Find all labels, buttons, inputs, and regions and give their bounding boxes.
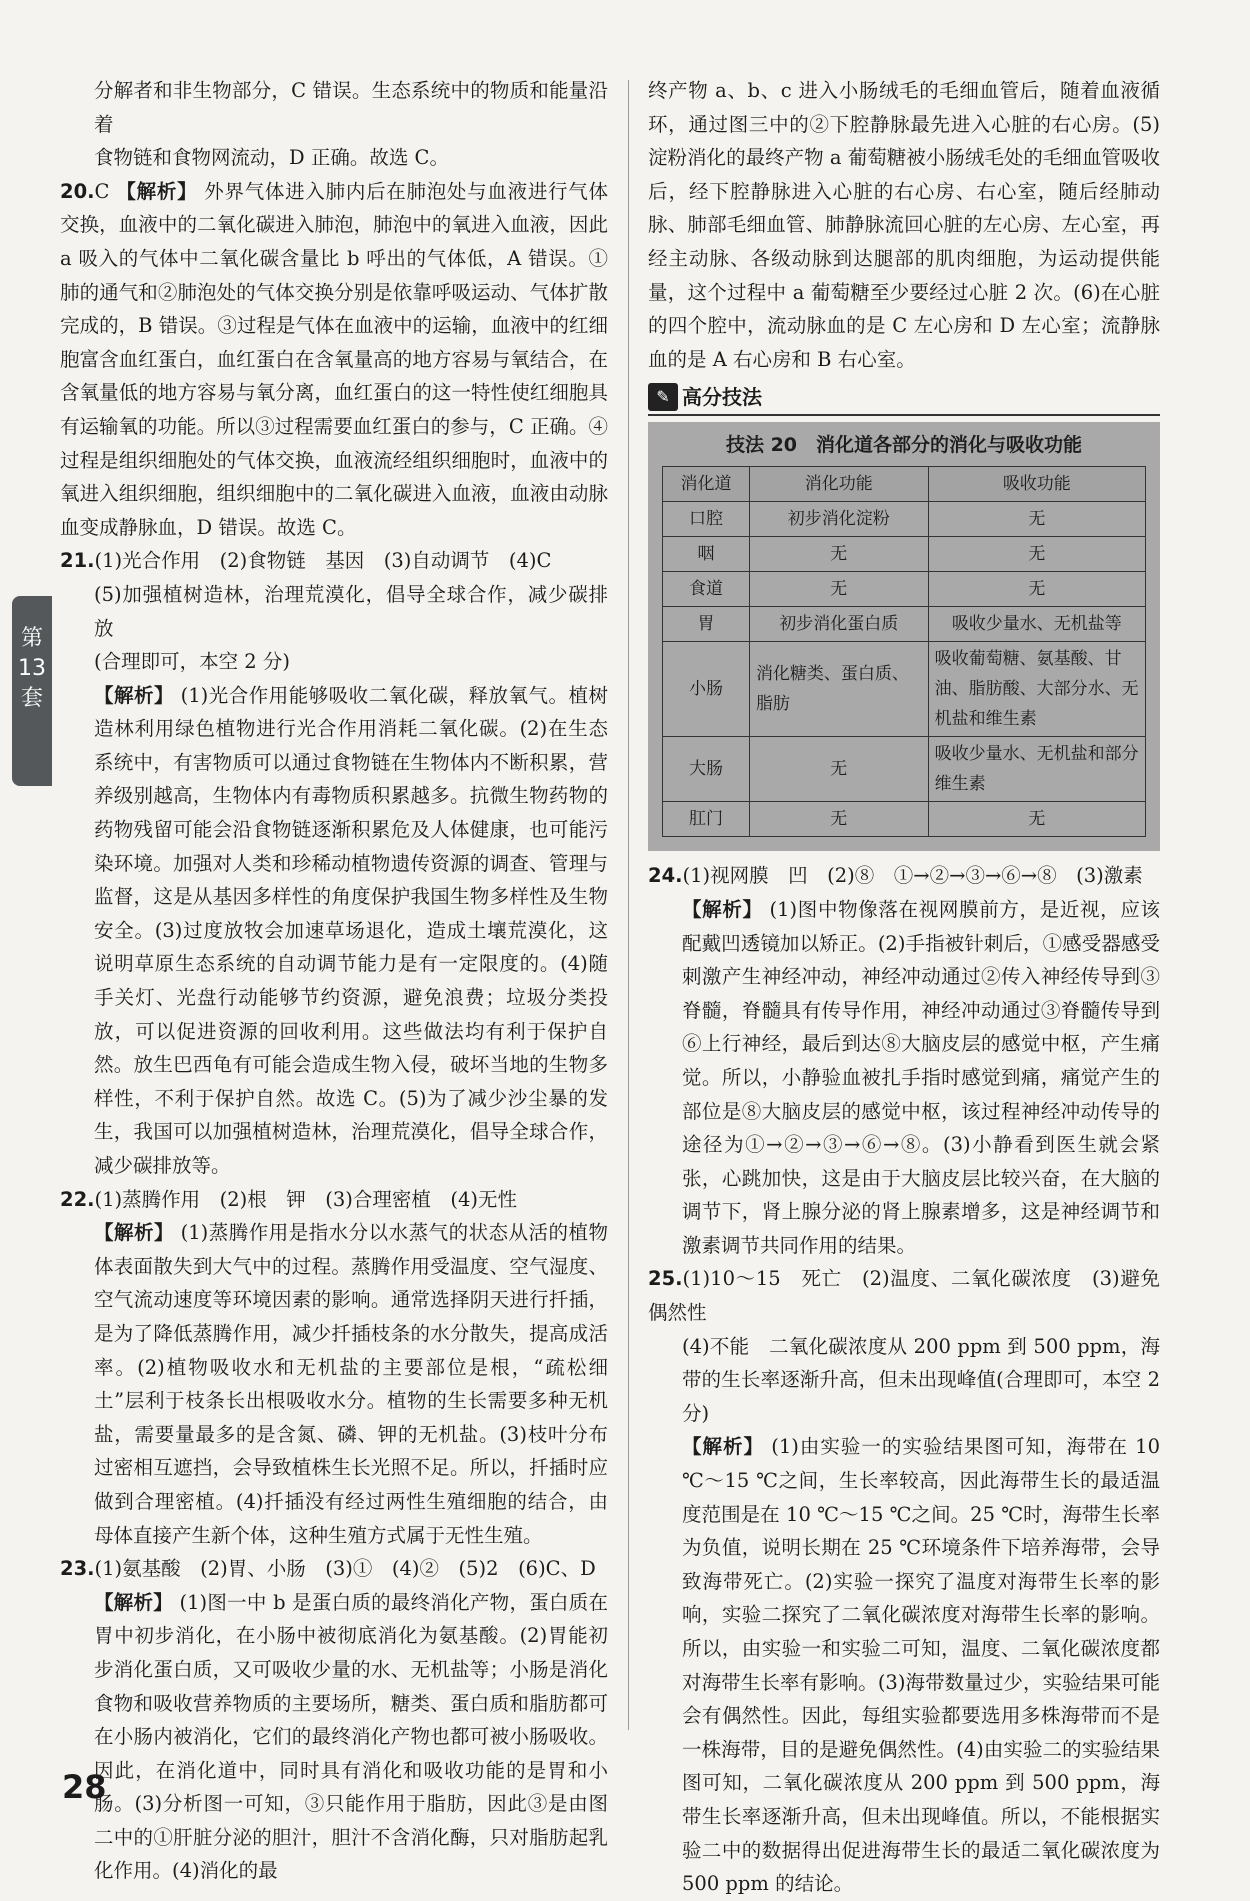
table-header: 消化道 [663,467,750,502]
q24-answer: (1)视网膜 凹 (2)⑧ ①→②→③→⑥→⑧ (3)激素 [682,864,1143,888]
table-cell: 咽 [663,537,750,572]
question-21-answer: 21.(1)光合作用 (2)食物链 基因 (3)自动调节 (4)C [60,549,552,573]
digestion-table [662,466,1146,837]
table-row [663,802,1146,837]
table-cell: 消化糖类、蛋白质、脂肪 [749,642,928,737]
side-tab-char-2: 13 [18,656,46,681]
table-cell: 食道 [663,572,750,607]
table-cell: 无 [928,502,1145,537]
table-row [663,572,1146,607]
q22-answer: (1)蒸腾作用 (2)根 钾 (3)合理密植 (4)无性 [94,1187,518,1211]
q22-analysis: 【解析】 (1)蒸腾作用是指水分以水蒸气的状态从活的植物体表面散失到大气中的过程。蒸腾作用受温度、空气湿度、空气流动速度等环境因素的影响。通常选择阴天进行扦插，是为了降低蒸腾作用，减少扦插枝条的水分散失，提高成活率。(2)植物吸收水和无机盐的主要部位是根，“疏松细土”层利于枝条长出根吸收水分。植物的生长需要多种无机盐，需要量最多的是含氮、磷、钾的无机盐。(3)枝叶分布过密相互遮挡，会导致植株生长光照不足。所以，扦插时应做到合理密植。(4)扦插没有经过两性生殖细胞的结合，由母体直接产生新个体，这种生殖方式属于无性生殖。 [94,1221,608,1547]
carryover-line-1: 分解者和非生物部分，C 错误。生态系统中的物质和能量沿着 [94,79,608,136]
column-divider [628,80,629,1730]
table-row [663,737,1146,802]
table-header: 消化功能 [749,467,928,502]
q20-analysis: 外界气体进入肺内后在肺泡处与血液进行气体交换，血液中的二氧化碳进入肺泡，肺泡中的氧进入血液，因此 a 吸入的气体中二氧化碳含量比 b 呼出的气体低，A 错误。①肺的通气和②肺泡处的气体交换分别是依靠呼吸运动、气体扩散完成的，B 错误。③过程是气体在血液中的运输，血液中的红细胞富含血红蛋白，血红蛋白在含氧量高的地方容易与氧结合，在含氧量低的地方容易与氧分离，血红蛋白的这一特性使红细胞具有运输氧的功能。所以③过程需要血红蛋白的参与，C 正确。④过程是组织细胞处的气体交换，血液流经组织细胞时，血液中的氧进入组织细胞，组织细胞中的二氧化碳进入血液，血液由动脉血变成静脉血，D 错误。故选 C。 [60,179,609,539]
q21-answer-line3: (合理即可，本空 2 分) [94,650,291,674]
table-cell: 小肠 [663,642,750,737]
side-tab-char-3: 套 [20,686,43,711]
table-cell: 无 [749,737,928,802]
table-cell: 无 [749,572,928,607]
q23-analysis-continued: 终产物 a、b、c 进入小肠绒毛的毛细血管后，随着血液循环，通过图三中的②下腔静脉最先进入心脏的右心房。(5)淀粉消化的最终产物 a 葡萄糖被小肠绒毛处的毛细血管吸收后，经下腔静脉进入心脏的右心房、右心室，随后经肺动脉、肺部毛细血管、肺静脉流回心脏的左心房、左心室，再经主动脉、各级动脉到达腿部的肌肉细胞，为运动提供能量，这个过程中 a 葡萄糖至少要经过心脏 2 次。(6)在心脏的四个腔中，流动脉血的是 C 左心房和 D 左心室；流静脉血的是 A 右心房和 B 右心室。 [648,79,1160,371]
table-header-row [663,467,1146,502]
technique-icon: ✎ [648,383,678,411]
table-row [663,642,1146,737]
table-cell: 无 [928,802,1145,837]
left-column [60,74,608,1888]
table-cell: 无 [928,537,1145,572]
table-cell: 胃 [663,607,750,642]
question-20: 20.C 【解析】 外界气体进入肺内后在肺泡处与血液进行气体交换，血液中的二氧化碳进入肺泡，肺泡中的氧进入血液，因此 a 吸入的气体中二氧化碳含量比 b 呼出的气体低，A 错误。①肺的通气和②肺泡处的气体交换分别是依靠呼吸运动、气体扩散完成的，B 错误。③过程是气体在血液中的运输，血液中的红细胞富含血红蛋白，血红蛋白在含氧量高的地方容易与氧结合，在含氧量低的地方容易与氧分离，血红蛋白的这一特性使红细胞具有运输氧的功能。所以③过程需要血红蛋白的参与，C 正确。④过程是组织细胞处的气体交换，血液流经组织细胞时，血液中的氧进入组织细胞，组织细胞中的二氧化碳进入血液，血液由动脉血变成静脉血，D 错误。故选 C。 [60,179,609,539]
q23-answer: (1)氨基酸 (2)胃、小肠 (3)① (4)② (5)2 (6)C、D [94,1557,596,1581]
q21-analysis: 【解析】 (1)光合作用能够吸收二氧化碳，释放氧气。植树造林利用绿色植物进行光合作用消耗二氧化碳。(2)在生态系统中，有害物质可以通过食物链在生物体内不断积累，营养级别越高，生物体内有毒物质积累越多。抗微生物药物的药物残留可能会沿食物链逐渐积累危及人体健康，也可能污染环境。加强对人类和珍稀动植物遗传资源的调查、管理与监督，这是从基因多样性的角度保护我国生物多样性及生物安全。(3)过度放牧会加速草场退化，造成土壤荒漠化，这说明草原生态系统的自动调节能力是有一定限度的。(4)随手关灯、光盘行动能够节约资源，避免浪费；垃圾分类投放，可以促进资源的回收利用。这些做法均有利于保护自然。放生巴西龟有可能会造成生物入侵，破坏当地的生物多样性，不利于保护自然。故选 C。(5)为了减少沙尘暴的发生，我国可以加强植树造林，治理荒漠化，倡导全球合作，减少碳排放等。 [94,683,608,1177]
q20-analysis-tag: 【解析】 [116,179,198,203]
q21-answer: (1)光合作用 (2)食物链 基因 (3)自动调节 (4)C [94,549,552,573]
page-number: 28 [62,1768,107,1806]
question-25-answer: 25.(1)10～15 死亡 (2)温度、二氧化碳浓度 (3)避免偶然性 [648,1267,1160,1325]
table-cell: 初步消化蛋白质 [749,607,928,642]
q20-answer: C [94,179,110,203]
q23-analysis: 【解析】 (1)图一中 b 是蛋白质的最终消化产物，蛋白质在胃中初步消化，在小肠中被彻底消化为氨基酸。(2)胃能初步消化蛋白质，又可吸收少量的水、无机盐等；小肠是消化食物和吸收营养物质的主要场所，糖类、蛋白质和脂肪都可在小肠内被消化，它们的最终消化产物也都可被小肠吸收。因此，在消化道中，同时具有消化和吸收功能的是胃和小肠。(3)分析图一可知，③只能作用于脂肪，因此③是由图二中的①肝脏分泌的胆汁，胆汁不含消化酶，只对脂肪起乳化作用。(4)消化的最 [94,1590,608,1883]
side-tab-char-1: 第 [20,626,43,651]
q24-analysis: 【解析】 (1)图中物像落在视网膜前方，是近视，应该配戴凹透镜加以矫正。(2)手指被针刺后，①感受器感受刺激产生神经冲动，神经冲动通过②传入神经传导到③脊髓，脊髓具有传导作用，神经冲动通过③脊髓传导到⑥上行神经，最后到达⑧大脑皮层的感觉中枢，产生痛觉。所以，小静验血被扎手指时感觉到痛，痛觉产生的部位是⑧大脑皮层的感觉中枢，该过程神经冲动传导的途径为①→②→③→⑥→⑧。(3)小静看到医生就会紧张，心跳加快，这是由于大脑皮层比较兴奋，在大脑的调节下，肾上腺分泌的肾上腺素增多，这是神经调节和激素调节共同作用的结果。 [682,897,1160,1257]
table-cell: 无 [749,802,928,837]
table-cell: 吸收少量水、无机盐等 [928,607,1145,642]
table-row [663,502,1146,537]
technique-title: 技法 20 消化道各部分的消化与吸收功能 [725,434,1083,457]
table-cell: 吸收葡萄糖、氨基酸、甘油、脂肪酸、大部分水、无机盐和维生素 [928,642,1145,737]
question-23-answer: 23.(1)氨基酸 (2)胃、小肠 (3)① (4)② (5)2 (6)C、D [60,1557,596,1581]
table-cell: 吸收少量水、无机盐和部分维生素 [928,737,1145,802]
table-cell: 初步消化淀粉 [749,502,928,537]
table-cell: 大肠 [663,737,750,802]
q25-answer: (1)10～15 死亡 (2)温度、二氧化碳浓度 (3)避免偶然性 [648,1267,1160,1325]
q25-answer-line2: (4)不能 二氧化碳浓度从 200 ppm 到 500 ppm，海带的生长率逐渐升高，但未出现峰值(合理即可，本空 2 分) [682,1334,1160,1425]
technique-box [648,422,1160,851]
high-score-technique-header [648,380,1160,416]
table-cell: 无 [928,572,1145,607]
q21-answer-line2: (5)加强植树造林，治理荒漠化，倡导全球合作，减少碳排放 [94,582,608,640]
question-22-answer: 22.(1)蒸腾作用 (2)根 钾 (3)合理密植 (4)无性 [60,1187,518,1211]
q25-analysis: 【解析】 (1)由实验一的实验结果图可知，海带在 10 ℃～15 ℃之间，生长率较高，因此海带生长的最适温度范围是在 10 ℃～15 ℃之间。25 ℃时，海带生长率为负值，说明长期在 25 ℃环境条件下培养海带，会导致海带死亡。(2)实验一探究了温度对海带生长率的影响，实验二探究了二氧化碳浓度对海带生长率的影响。所以，由实验一和实验二可知，温度、二氧化碳浓度都对海带生长率有影响。(3)海带数量过少，实验结果可能会有偶然性。因此，每组实验都要选用多株海带而不是一株海带，目的是避免偶然性。(4)由实验二的实验结果图可知，二氧化碳浓度从 200 ppm 到 500 ppm，海带生长率逐渐升高，但未出现峰值。所以，不能根据实验二中的数据得出促进海带生长的最适二氧化碳浓度为 500 ppm 的结论。 [682,1435,1160,1896]
set-number-tab [12,596,52,786]
table-cell: 无 [749,537,928,572]
table-header: 吸收功能 [928,467,1145,502]
section-title: 高分技法 [682,384,762,409]
table-row [663,607,1146,642]
right-column [648,74,1160,1901]
carryover-line-2: 食物链和食物网流动，D 正确。故选 C。 [94,146,449,170]
table-cell: 口腔 [663,502,750,537]
table-cell: 肛门 [663,802,750,837]
question-24-answer: 24.(1)视网膜 凹 (2)⑧ ①→②→③→⑥→⑧ (3)激素 [648,864,1143,888]
table-row [663,537,1146,572]
